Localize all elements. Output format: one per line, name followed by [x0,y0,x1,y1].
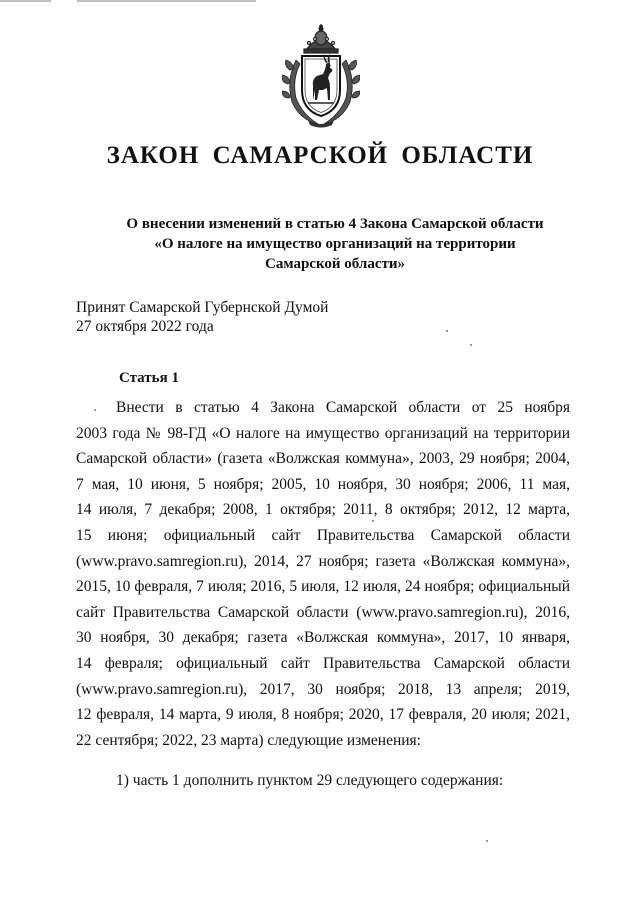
adoption-info [76,298,328,336]
scan-speck [446,330,448,332]
subtitle-line: О внесении изменений в статью 4 Закона Самарской области [126,216,544,232]
body-line: Внести в статью 4 Закона Самарской области от 25 ноября [116,399,570,416]
body-line: (www.pravo.samregion.ru), 2014, 27 ноября; газета «Волжская коммуна», [76,552,570,570]
body-line: 2003 года № 98-ГД «О налоге на имущество организаций на территории [76,424,570,442]
subtitle-line: «О налоге на имущество организаций на территории [154,236,516,252]
scan-speck [372,520,374,522]
body-line: 15 июня; официальный сайт Правительства Самарской области [76,526,570,544]
adopted-by: Принят Самарской Губернской Думой [76,299,329,316]
body-line: 22 сентября; 2022, 23 марта) следующие изменения: [76,731,421,749]
body-line: 14 февраля; официальный сайт Правительства Самарской области [76,654,570,672]
scan-speck [94,409,96,411]
body-line: 12 февраля, 14 марта, 9 июля, 8 ноября; 2020, 17 февраля, 20 июля; 2021, [76,706,570,724]
scan-speck [470,344,472,346]
article-heading: Статья 1 [119,370,179,386]
samara-coat-of-arms-icon [282,24,360,128]
body-line: 7 мая, 10 июня, 5 ноября; 2005, 10 ноября, 30 ноября; 2006, 11 мая, [76,475,570,493]
body-line: 2015, 10 февраля, 7 июля; 2016, 5 июля, 12 июля, 24 ноября; официальный [76,578,570,596]
body-line: Самарской области» (газета «Волжская коммуна», 2003, 29 ноября; 2004, [76,450,570,468]
law-title: ЗАКОН САМАРСКОЙ ОБЛАСТИ [106,142,534,169]
body-line: (www.pravo.samregion.ru), 2017, 30 ноября; 2018, 13 апреля; 2019, [76,680,570,698]
body-line: 14 июля, 7 декабря; 2008, 1 октября; 2011, 8 октября; 2012, 12 марта, [76,501,570,519]
body-line: сайт Правительства Самарской области (www.pravo.samregion.ru), 2016, [76,603,570,621]
body-line: 30 ноября, 30 декабря; газета «Волжская коммуна», 2017, 10 января, [76,629,570,647]
scan-artifact [0,0,640,2]
article-body [76,395,570,753]
adoption-date: 27 октября 2022 года [76,318,214,335]
scan-speck [486,840,488,842]
subtitle-line: Самарской области» [265,256,405,272]
point-1: 1) часть 1 дополнить пунктом 29 следующего содержания: [116,772,504,789]
law-subtitle [90,214,580,274]
